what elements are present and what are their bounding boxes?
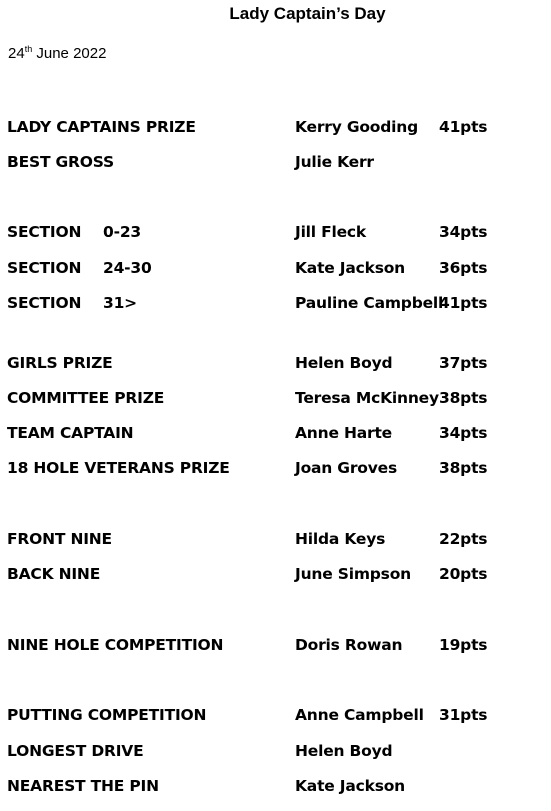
prize-label: FRONT NINE xyxy=(7,530,112,548)
prize-label: PUTTING COMPETITION xyxy=(7,706,207,724)
winner-score: 38pts xyxy=(439,389,488,407)
winner-score: 22pts xyxy=(439,530,488,548)
result-row xyxy=(0,565,551,589)
prize-label: LONGEST DRIVE xyxy=(7,742,144,760)
event-date xyxy=(8,44,106,62)
winner-name: Helen Boyd xyxy=(295,354,393,372)
result-row xyxy=(0,153,551,177)
result-row xyxy=(0,777,551,801)
prize-label: 18 HOLE VETERANS PRIZE xyxy=(7,459,230,477)
winner-name: Kate Jackson xyxy=(295,259,406,277)
page-title: Lady Captain’s Day xyxy=(229,4,386,23)
prize-label: COMMITTEE PRIZE xyxy=(7,389,165,407)
result-row xyxy=(0,389,551,413)
winner-name: Kate Jackson xyxy=(295,777,406,795)
winner-score: 31pts xyxy=(439,706,488,724)
result-row xyxy=(0,424,551,448)
result-row xyxy=(0,636,551,660)
section-range: 24-30 xyxy=(103,259,152,277)
result-row xyxy=(0,354,551,378)
winner-name: Anne Campbell xyxy=(295,706,424,724)
winner-score: 20pts xyxy=(439,565,488,583)
date-suffix: th xyxy=(24,44,33,54)
date-day: 24 xyxy=(8,45,25,62)
winner-score: 19pts xyxy=(439,636,488,654)
date-rest: June 2022 xyxy=(32,45,107,62)
prize-label: NINE HOLE COMPETITION xyxy=(7,636,224,654)
winner-score: 41pts xyxy=(439,118,488,136)
result-row xyxy=(0,259,551,283)
prize-label: NEAREST THE PIN xyxy=(7,777,159,795)
winner-name: Hilda Keys xyxy=(295,530,386,548)
winner-name: Julie Kerr xyxy=(295,153,374,171)
result-row xyxy=(0,294,551,318)
winner-score: 38pts xyxy=(439,459,488,477)
result-row xyxy=(0,530,551,554)
prize-label: LADY CAPTAINS PRIZE xyxy=(7,118,196,136)
result-row xyxy=(0,459,551,483)
winner-name: Anne Harte xyxy=(295,424,392,442)
winner-score: 36pts xyxy=(439,259,488,277)
prize-label: SECTION xyxy=(7,223,82,241)
winner-score: 37pts xyxy=(439,354,488,372)
result-row xyxy=(0,742,551,766)
winner-name: Doris Rowan xyxy=(295,636,403,654)
winner-name: Pauline Campbell xyxy=(295,294,444,312)
winner-name: Kerry Gooding xyxy=(295,118,418,136)
section-range: 0-23 xyxy=(103,223,141,241)
winner-score: 34pts xyxy=(439,223,488,241)
prize-label: SECTION xyxy=(7,259,82,277)
winner-name: Jill Fleck xyxy=(295,223,367,241)
winner-score: 34pts xyxy=(439,424,488,442)
winner-name: Joan Groves xyxy=(295,459,397,477)
result-row xyxy=(0,706,551,730)
winner-name: June Simpson xyxy=(295,565,411,583)
winner-name: Helen Boyd xyxy=(295,742,393,760)
winner-score: 41pts xyxy=(439,294,488,312)
result-row xyxy=(0,223,551,247)
winner-name: Teresa McKinney xyxy=(295,389,439,407)
result-row xyxy=(0,118,551,142)
prize-label: BEST GROSS xyxy=(7,153,114,171)
section-range: 31> xyxy=(103,294,137,312)
prize-label: TEAM CAPTAIN xyxy=(7,424,134,442)
prize-label: SECTION xyxy=(7,294,82,312)
prize-label: BACK NINE xyxy=(7,565,101,583)
prize-label: GIRLS PRIZE xyxy=(7,354,113,372)
